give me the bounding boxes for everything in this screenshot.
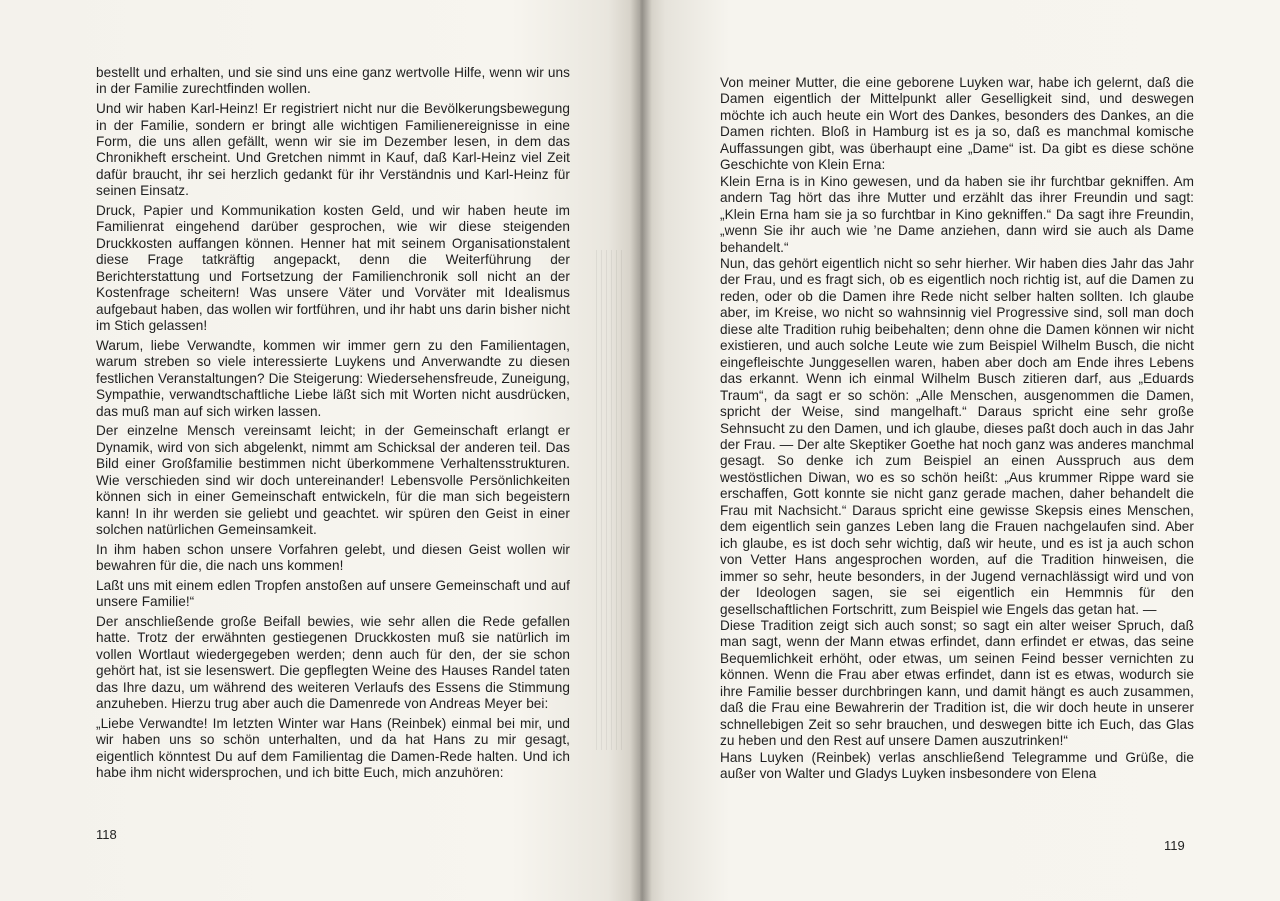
page-number-right: 119 bbox=[1164, 838, 1185, 853]
right-page-text bbox=[720, 75, 1194, 782]
paragraph: Warum, liebe Verwandte, kommen wir immer gern zu den Familientagen, warum streben so viele interessierte Luykens und Anverwandte zu diesen festlichen Veranstaltungen? Die Steigerung: Wiedersehensfreude, Zuneigung, Sympathie, verwandtschaftliche Liebe läßt sich mit Worten nicht ausdrücken, das muß man auf sich wirken lassen. bbox=[96, 337, 570, 419]
paragraph: Klein Erna is in Kino gewesen, und da haben sie ihr furchtbar gekniffen. Am andern Tag hört das ihre Mutter und erzählt das ihrer Freundin und sagt: „Klein Erna ham sie ja so furchtbar in Kino gekniffen.“ Da sagt ihre Freundin, „wenn Sie ihr auch wie ’ne Dame anziehen, dann wird sie auch als Dame behandelt.“ bbox=[720, 173, 1194, 255]
paragraph: Laßt uns mit einem edlen Tropfen anstoßen auf unsere Gemeinschaft und auf unsere Familie!“ bbox=[96, 577, 570, 610]
paragraph: In ihm haben schon unsere Vorfahren gelebt, und diesen Geist wollen wir bewahren für die, die nach uns kommen! bbox=[96, 541, 570, 574]
paragraph: Der anschließende große Beifall bewies, wie sehr allen die Rede gefallen hatte. Trotz der erwähnten gestiegenen Druckkosten muß sie natürlich im vollen Wortlaut wiedergegeben werden; denn auch für den, der sie schon gehört hat, ist sie lesenswert. Die gepflegten Weine des Hauses Randel taten das Ihre dazu, um während des weiteren Verlaufs des Essens die Stimmung anzuheben. Hierzu trug aber auch die Damenrede von Andreas Meyer bei: bbox=[96, 613, 570, 712]
paragraph: Nun, das gehört eigentlich nicht so sehr hierher. Wir haben dies Jahr das Jahr der Frau, und es fragt sich, ob es eigentlich noch richtig ist, auf die Damen zu reden, oder ob die Damen ihre Rede nicht selber halten sollten. Ich glaube aber, im Kreise, wo nicht so wahnsinnig viel Progressive sind, soll man doch diese alte Tradition ruhig beibehalten; denn ohne die Damen können wir nicht existieren, und auch solche Leute wie zum Beispiel Wilhelm Busch, die nicht eingefleischte Junggesellen waren, haben aber doch am Ende ihres Lebens das erkannt. Wenn ich einmal Wilhelm Busch zitieren darf, aus „Eduards Traum“, da sagt er so schön: „Alle Menschen, ausgenommen die Damen, spricht der Weise, sind mangelhaft.“ Daraus spricht eine sehr große Sehnsucht zu den Damen, und ich glaube, dieses paßt doch auch in das Jahr der Frau. — Der alte Skeptiker Goethe hat noch ganz was anderes manchmal gesagt. So denke ich zum Beispiel an einen Ausspruch aus dem westöstlichen Diwan, wo es so schön heißt: „Aus krummer Rippe ward sie erschaffen, Gott konnte sie nicht ganz gerade machen, daher behandelt die Frau mit Nachsicht.“ Daraus spricht eine gewisse Skepsis eines Menschen, dem eigentlich sein ganzes Leben lang die Frauen nachgelaufen sind. Aber ich glaube, es ist doch sehr wichtig, daß wir heute, und es ist ja auch schon von Vetter Hans angesprochen worden, auf die Tradition hinweisen, die immer so sehr, heute besonders, in der Jugend vernachlässigt wird und von der Ideologen sagen, sie sei eigentlich ein Hemmnis für den gesellschaftlichen Fortschritt, zum Beispiel wie Engels das getan hat. — bbox=[720, 255, 1194, 617]
left-page-text bbox=[96, 65, 570, 785]
show-through-text bbox=[596, 250, 622, 750]
paragraph: Von meiner Mutter, die eine geborene Luyken war, habe ich gelernt, daß die Damen eigentlich der Mittelpunkt aller Geselligkeit sind, und deswegen möchte ich auch heute ein Wort des Dankes, besonders des Dankes, an die Damen richten. Bloß in Hamburg ist es ja so, daß es manchmal komische Auffassungen gibt, was überhaupt eine „Dame“ ist. Da gibt es diese schöne Geschichte von Klein Erna: bbox=[720, 75, 1194, 173]
paragraph: Druck, Papier und Kommunikation kosten Geld, und wir haben heute im Familienrat eingehend darüber gesprochen, wie wir diese steigenden Druckkosten auffangen können. Henner hat mit seinem Organisationstalent diese Frage tatkräftig angepackt, denn die Weiterführung der Berichterstattung und Fortsetzung der Familienchronik soll nicht an der Kostenfrage scheitern! Was unsere Väter und Vorväter mit Idealismus aufgebaut haben, das wollen wir fortführen, und ihr habt uns darin bisher nicht im Stich gelassen! bbox=[96, 203, 570, 334]
right-page bbox=[640, 0, 1280, 901]
book-spine-shadow bbox=[630, 0, 652, 901]
paragraph: bestellt und erhalten, und sie sind uns eine ganz wertvolle Hilfe, wenn wir uns in der Familie zurechtfinden wollen. bbox=[96, 65, 570, 97]
paragraph: Der einzelne Mensch vereinsamt leicht; in der Gemeinschaft erlangt er Dynamik, wird von sich abgelenkt, nimmt am Schicksal der anderen teil. Das Bild einer Großfamilie bestimmen nicht überkommene Verhaltensstrukturen. Wie verschieden sind wir doch untereinander! Lebensvolle Persönlichkeiten können sich in einer Gemeinschaft entwickeln, für die man sich begeistern kann! In ihr werden sie geliebt und geachtet. wir spüren den Geist in einer solchen natürlichen Gemeinsamkeit. bbox=[96, 423, 570, 537]
paragraph: Diese Tradition zeigt sich auch sonst; so sagt ein alter weiser Spruch, daß man sagt, wenn der Mann etwas erfindet, dann erfindet er etwas, das seine Bequemlichkeit erhöht, oder etwas, um seinen Feind besser vernichten zu können. Wenn die Frau aber etwas erfindet, dann ist es etwas, wodurch sie ihre Familie besser durchbringen kann, und damit hängt es auch zusammen, daß die Frau eine Bewahrerin der Tradition ist, die wir doch heute in unserer schnellebigen Zeit so sehr brauchen, und deswegen bitte ich Euch, das Glas zu heben und den Rest auf unsere Damen auszutrinken!“ bbox=[720, 617, 1194, 749]
page-number-left: 118 bbox=[96, 827, 117, 842]
paragraph: Und wir haben Karl-Heinz! Er registriert nicht nur die Bevölkerungsbewegung in der Familie, sondern er bringt alle wichtigen Familienereignisse in eine Form, die uns allen gefällt, wenn wir sie im Dezember lesen, in dem das Chronikheft erscheint. Und Gretchen nimmt in Kauf, daß Karl-Heinz viel Zeit dafür braucht, ihr sei herzlich gedankt für ihr Verständnis und Karl-Heinz für seinen Einsatz. bbox=[96, 101, 570, 199]
paragraph: Hans Luyken (Reinbek) verlas anschließend Telegramme und Grüße, die außer von Walter und Gladys Luyken insbesondere von Elena bbox=[720, 749, 1194, 782]
paragraph: „Liebe Verwandte! Im letzten Winter war Hans (Reinbek) einmal bei mir, und wir haben uns so schön unterhalten, und da hat Hans zu mir gesagt, eigentlich könntest Du auf dem Familientag die Damen-Rede halten. Und ich habe ihm nicht widersprochen, und ich bitte Euch, mich anzuhören: bbox=[96, 715, 570, 781]
